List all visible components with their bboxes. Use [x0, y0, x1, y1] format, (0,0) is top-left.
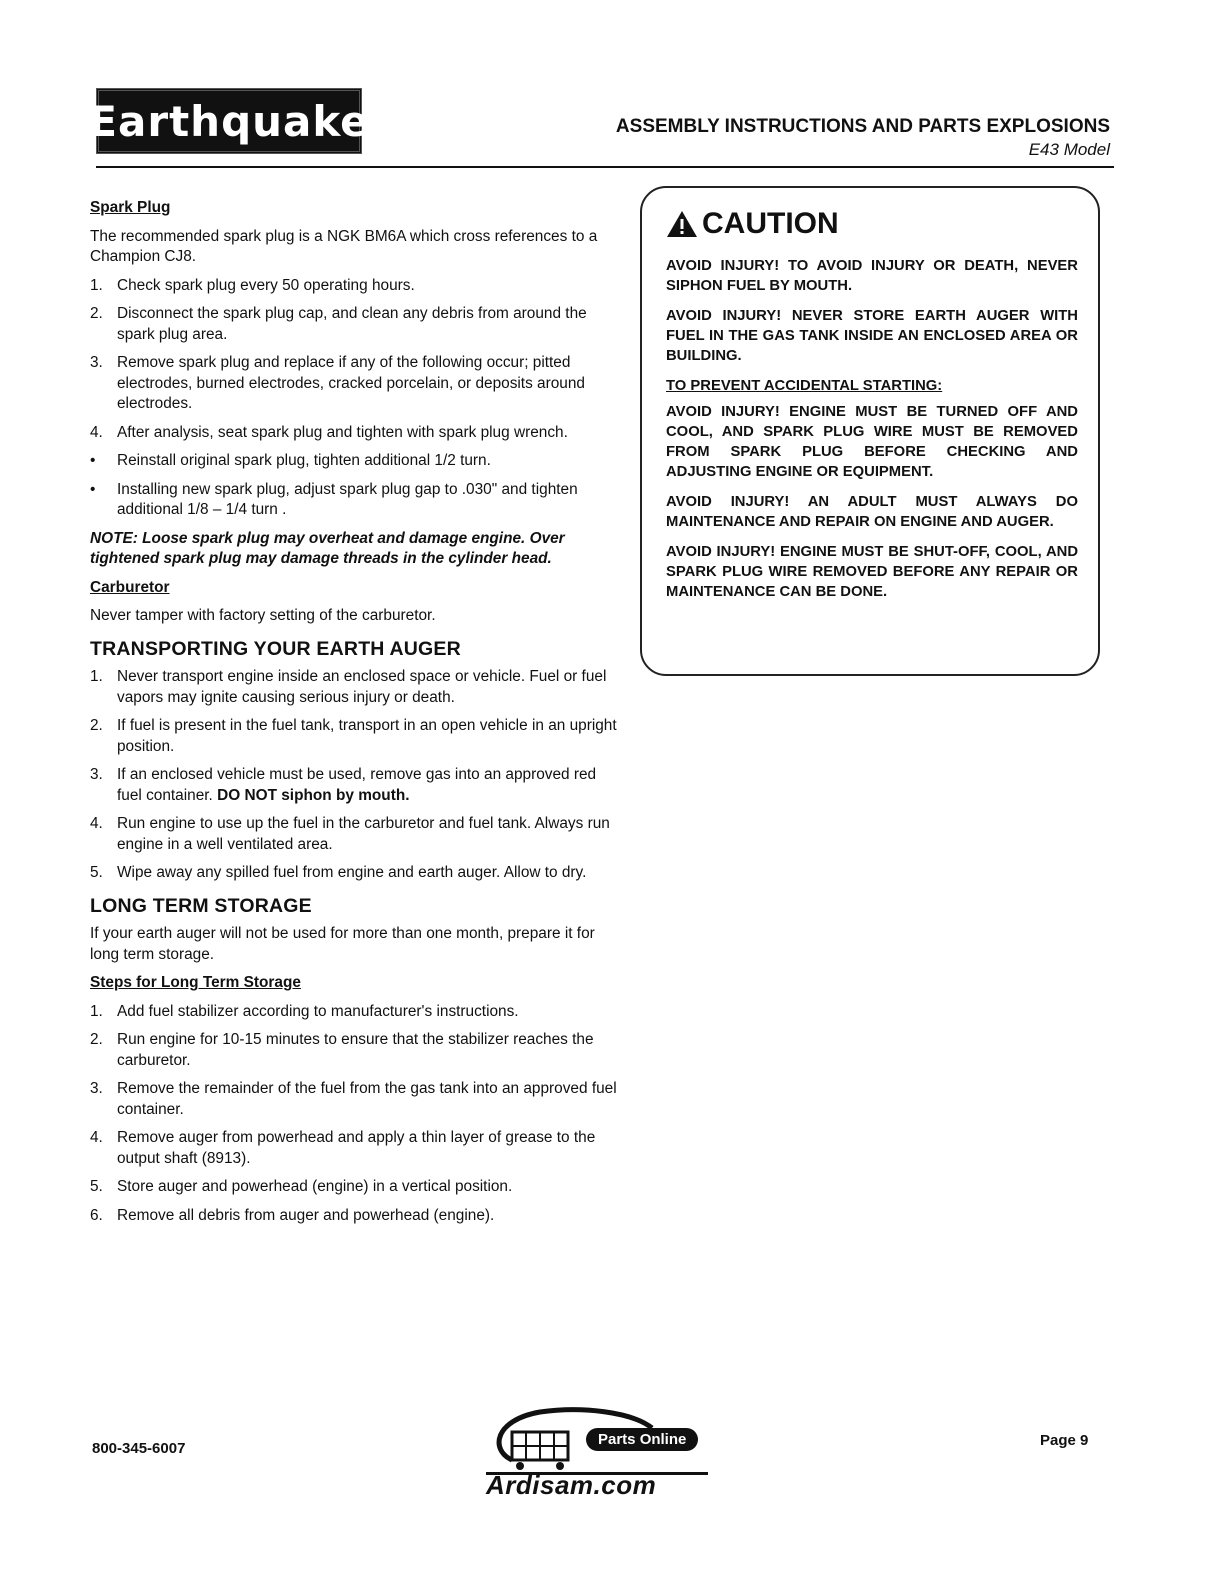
list-item: 2. Run engine for 10-15 minutes to ensure that the stabilizer reaches the carburetor. — [90, 1031, 594, 1069]
caution-paragraph: AVOID INJURY! TO AVOID INJURY OR DEATH, NEVER SIPHON FUEL BY MOUTH. — [666, 258, 1078, 294]
list-item: 6. Remove all debris from auger and powerhead (engine). — [90, 1206, 495, 1224]
carburetor-text: Never tamper with factory setting of the carburetor. — [90, 607, 436, 624]
spark-plug-heading: Spark Plug — [90, 199, 171, 216]
spark-plug-note: NOTE: Loose spark plug may overheat and damage engine. Over tightened spark plug may damage threads in the cylinder head. — [90, 529, 565, 567]
spark-plug-steps — [90, 276, 618, 444]
list-item: 3. If an enclosed vehicle must be used, remove gas into an approved red fuel container. DO NOT siphon by mouth. — [90, 766, 597, 804]
caution-paragraph: AVOID INJURY! AN ADULT MUST ALWAYS DO MAINTENANCE AND REPAIR ON ENGINE AND AUGER. — [666, 494, 1078, 530]
transporting-heading: TRANSPORTING YOUR EARTH AUGER — [90, 637, 461, 660]
model-label: E43 Model — [1028, 140, 1110, 159]
list-item: • Installing new spark plug, adjust spark plug gap to .030" and tighten additional 1/8 – 1/4 turn . — [90, 480, 578, 518]
list-item: 3. Remove spark plug and replace if any of the following occur; pitted electrodes, burned electrodes, cracked porcelain, or deposits around electrodes. — [90, 354, 585, 412]
list-item: • Reinstall original spark plug, tighten additional 1/2 turn. — [90, 452, 491, 469]
page-title: ASSEMBLY INSTRUCTIONS AND PARTS EXPLOSIONS — [615, 116, 1110, 137]
caution-paragraph: AVOID INJURY! ENGINE MUST BE SHUT-OFF, COOL, AND SPARK PLUG WIRE REMOVED BEFORE ANY REPAIR OR MAINTENANCE CAN BE DONE. — [666, 544, 1078, 600]
earthquake-logo — [88, 88, 370, 154]
list-item: 4. After analysis, seat spark plug and tighten with spark plug wrench. — [90, 423, 568, 441]
transporting-steps — [90, 667, 618, 884]
list-item: 5. Store auger and powerhead (engine) in a vertical position. — [90, 1178, 513, 1195]
list-item: 4. Remove auger from powerhead and apply a thin layer of grease to the output shaft (8913). — [90, 1129, 596, 1167]
list-item: 1. Add fuel stabilizer according to manufacturer's instructions. — [90, 1002, 519, 1020]
caution-paragraph: AVOID INJURY! NEVER STORE EARTH AUGER WITH FUEL IN THE GAS TANK INSIDE AN ENCLOSED AREA OR BUILDING. — [666, 308, 1078, 364]
caution-title: CAUTION — [702, 207, 839, 240]
parts-online-badge: Parts Online — [586, 1428, 698, 1451]
storage-intro: If your earth auger will not be used for more than one month, prepare it for long term storage. — [90, 925, 595, 963]
list-item: 5. Wipe away any spilled fuel from engine and earth auger. Allow to dry. — [90, 864, 587, 881]
left-column — [90, 198, 618, 1234]
list-item: 3. Remove the remainder of the fuel from the gas tank into an approved fuel container. — [90, 1080, 617, 1118]
caution-box — [640, 186, 1100, 676]
spark-plug-bullets — [90, 451, 618, 521]
caution-paragraph: AVOID INJURY! ENGINE MUST BE TURNED OFF AND COOL, AND SPARK PLUG WIRE MUST BE REMOVED FROM SPARK PLUG BEFORE CHECKING AND ADJUSTING ENGINE OR EQUIPMENT. — [666, 404, 1078, 480]
list-item: 1. Check spark plug every 50 operating hours. — [90, 276, 415, 294]
list-item: 2. Disconnect the spark plug cap, and clean any debris from around the spark plug area. — [90, 305, 587, 343]
carburetor-heading: Carburetor — [90, 578, 170, 596]
list-item: 2. If fuel is present in the fuel tank, transport in an open vehicle in an upright position. — [90, 717, 617, 755]
page-number: Page 9 — [1040, 1432, 1089, 1449]
spark-plug-intro: The recommended spark plug is a NGK BM6A which cross references to a Champion CJ8. — [90, 227, 598, 265]
list-item: 1. Never transport engine inside an enclosed space or vehicle. Fuel or fuel vapors may ignite causing serious injury or death. — [90, 668, 607, 706]
caution-subheading: TO PREVENT ACCIDENTAL STARTING: — [666, 378, 943, 394]
warning-triangle-icon — [666, 210, 698, 238]
logo-text: Earthquake — [88, 96, 370, 146]
header-divider — [96, 166, 1114, 168]
list-item: 4. Run engine to use up the fuel in the carburetor and fuel tank. Always run engine in a well ventilated area. — [90, 815, 610, 853]
storage-heading: LONG TERM STORAGE — [90, 894, 312, 917]
storage-subheading: Steps for Long Term Storage — [90, 974, 301, 991]
site-name: Ardisam.com — [486, 1470, 657, 1500]
storage-steps — [90, 1002, 618, 1227]
phone-number: 800-345-6007 — [92, 1440, 186, 1457]
